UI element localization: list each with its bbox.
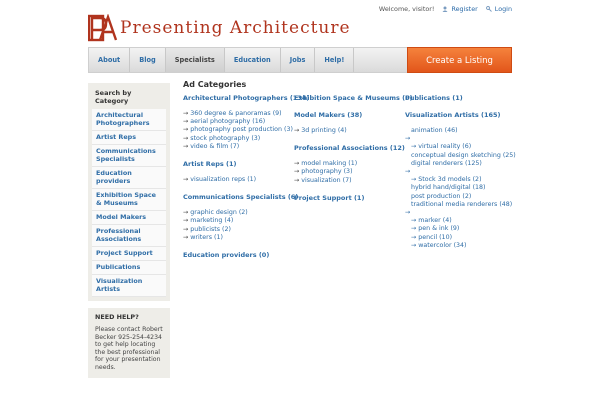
- category-column-2: [294, 94, 413, 211]
- user-icon: [442, 6, 448, 12]
- login-label: Login: [494, 5, 512, 13]
- page-title: Ad Categories: [183, 80, 247, 89]
- nav-about[interactable]: About: [89, 48, 130, 72]
- category-link[interactable]: Professional Associations (12): [294, 144, 405, 153]
- subcategory-link[interactable]: → pen & ink (9): [411, 225, 460, 233]
- category-link[interactable]: Architectural Photographers (134): [183, 94, 310, 102]
- sidebar-title: Search by Category: [95, 89, 132, 105]
- login-link[interactable]: [486, 5, 512, 13]
- subcategory-link[interactable]: → video & film (7): [183, 142, 240, 150]
- nav-blog[interactable]: Blog: [130, 48, 166, 72]
- help-box: [88, 308, 170, 378]
- subcategory-arrow: →: [405, 168, 411, 176]
- subcategory-link[interactable]: → photography post production (3): [183, 126, 293, 134]
- sidebar-item-architectural-photographers[interactable]: Architectural Photographers: [92, 109, 166, 131]
- subcategory-link[interactable]: → visualization (7): [294, 176, 352, 184]
- subcategory-link[interactable]: hybrid hand/digital (18): [411, 184, 486, 192]
- subcategory-link[interactable]: → 360 degree & panoramas (9): [183, 110, 282, 117]
- sidebar-item-professional-associations[interactable]: Professional Associations: [92, 225, 166, 247]
- sidebar-item-publications[interactable]: Publications: [92, 261, 166, 275]
- site-logo[interactable]: [88, 14, 371, 42]
- category-column-1: [183, 94, 310, 268]
- register-link[interactable]: [442, 5, 477, 13]
- subcategory-link[interactable]: digital renderers (125): [411, 159, 482, 167]
- nav-jobs[interactable]: Jobs: [281, 48, 316, 72]
- category-link[interactable]: Model Makers (38): [294, 111, 363, 119]
- subcategory-link[interactable]: → pencil (10): [411, 233, 453, 241]
- subcategory-link[interactable]: → writers (1): [183, 233, 223, 241]
- category-link[interactable]: Artist Reps (1): [183, 160, 237, 169]
- subcategory-link[interactable]: → visualization reps (1): [183, 176, 257, 184]
- category-link[interactable]: Exhibition Space & Museums (0): [294, 94, 413, 102]
- subcategory-link[interactable]: → Stock 3d models (2): [411, 176, 482, 184]
- subcategory-link[interactable]: → marker (4): [411, 217, 452, 225]
- subcategory-arrow: →: [405, 135, 411, 143]
- category-column-3: [405, 94, 515, 259]
- help-text: Please contact Robert Becker 925-254-4234 to get help locating the best professional for your presentation needs.: [95, 326, 163, 371]
- subcategory-link[interactable]: → watercolor (34): [411, 241, 467, 249]
- subcategory-link[interactable]: → aerial photography (16): [183, 118, 266, 126]
- category-link[interactable]: Publications (1): [405, 94, 463, 102]
- category-link[interactable]: Project Support (1): [294, 193, 365, 202]
- sidebar-item-artist-reps[interactable]: Artist Reps: [92, 131, 166, 145]
- create-listing-button[interactable]: Create a Listing: [407, 47, 512, 73]
- category-link[interactable]: Visualization Artists (165): [405, 111, 501, 119]
- subcategory-link[interactable]: → model making (1): [294, 160, 358, 168]
- subcategory-link[interactable]: → publicists (2): [183, 225, 231, 233]
- nav-help[interactable]: Help!: [315, 48, 354, 72]
- subcategory-link[interactable]: conceptual design sketching (25): [411, 151, 516, 159]
- subcategory-link[interactable]: → stock photography (3): [183, 134, 261, 142]
- welcome-text: Welcome, visitor!: [378, 5, 435, 13]
- logo-text: Presenting Architecture: [120, 18, 351, 38]
- sidebar-item-project-support[interactable]: Project Support: [92, 247, 166, 261]
- register-label: Register: [451, 5, 478, 13]
- sidebar-item-visualization-artists[interactable]: Visualization Artists: [92, 275, 166, 297]
- category-link[interactable]: Communications Specialists (6): [183, 193, 299, 202]
- subcategory-arrow: →: [405, 209, 411, 217]
- subcategory-link[interactable]: → marketing (4): [183, 217, 234, 225]
- ad-categories: [183, 80, 516, 260]
- category-link[interactable]: Education providers (0): [183, 251, 270, 260]
- sidebar-item-communications-specialists[interactable]: Communications Specialists: [92, 145, 166, 167]
- category-sidebar: [88, 83, 170, 301]
- key-icon: [486, 6, 492, 12]
- help-title: NEED HELP?: [95, 313, 139, 321]
- sidebar-item-education-providers[interactable]: Education providers: [92, 167, 166, 189]
- nav-specialists[interactable]: Specialists: [166, 48, 225, 72]
- subcategory-link[interactable]: → graphic design (2): [183, 209, 248, 217]
- sidebar-list: [92, 109, 166, 297]
- subcategory-link[interactable]: post production (2): [411, 192, 472, 200]
- sidebar-item-model-makers[interactable]: Model Makers: [92, 211, 166, 225]
- subcategory-link[interactable]: → photography (3): [294, 168, 353, 176]
- nav-education[interactable]: Education: [225, 48, 281, 72]
- subcategory-link[interactable]: animation (46): [411, 127, 458, 134]
- subcategory-link[interactable]: traditional media renderers (48): [411, 200, 513, 208]
- logo-mark-icon: [88, 14, 118, 42]
- subcategory-link[interactable]: → virtual reality (6): [411, 143, 472, 151]
- user-bar: [379, 5, 512, 13]
- subcategory-link[interactable]: → 3d printing (4): [294, 127, 347, 134]
- sidebar-item-exhibition-space[interactable]: Exhibition Space & Museums: [92, 189, 166, 211]
